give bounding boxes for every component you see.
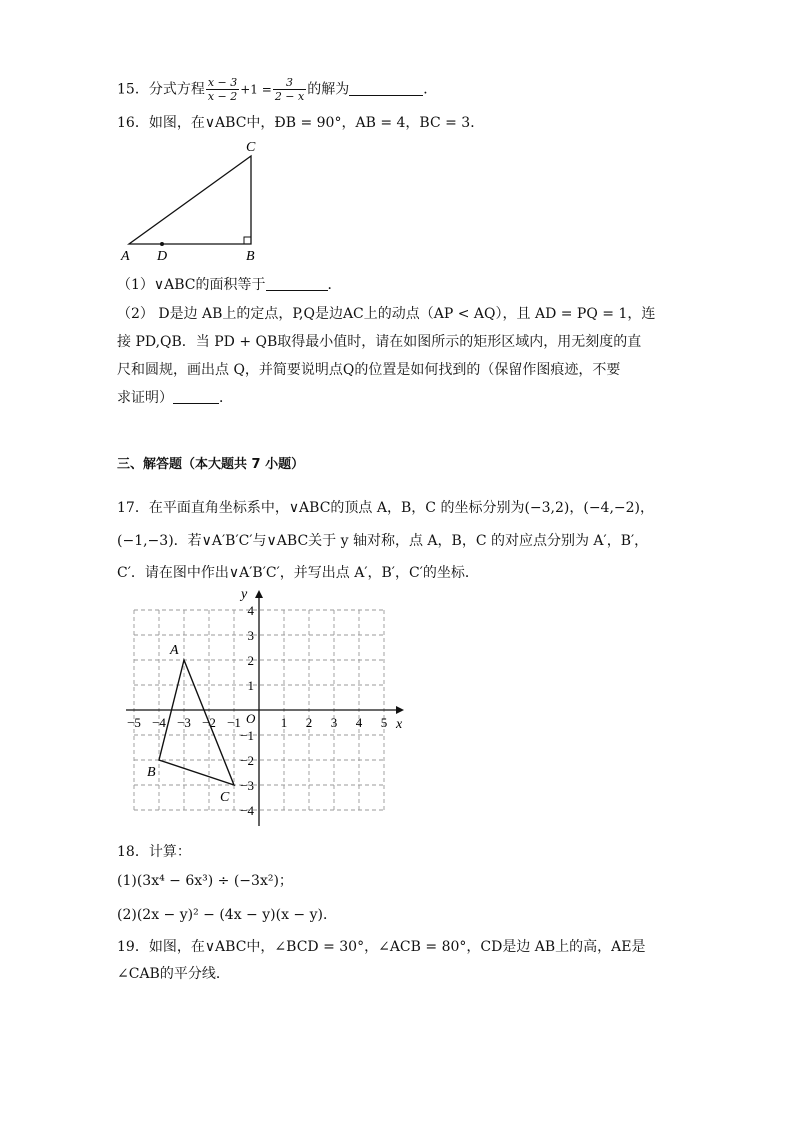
q19-line1: 19．如图，在∨ABC中，∠BCD = 30°，∠ACB = 80°，CD是边 AB上的高，AE是 [117, 939, 646, 955]
q16-sub2-line2: 接 PD,QB．当 PD + QB取得最小值时，请在如图所示的矩形区域内，用无刻度的直 [117, 334, 642, 350]
q17-y-tick-label: 4 [247, 603, 254, 618]
q15-fraction-right [273, 76, 306, 103]
q16-sub1 [117, 275, 342, 295]
q17-vertex-label-b: B [147, 765, 156, 780]
q17-triangle-outline [159, 660, 234, 785]
q15-line [117, 76, 437, 103]
q16-label-c: C [246, 140, 256, 155]
q19-line2: ∠CAB的平分线． [117, 966, 230, 982]
section-3-heading: 三、解答题（本大题共 7 小题） [117, 457, 305, 472]
q16-sub2-line4-text: 求证明） [117, 390, 173, 406]
q17-x-tick-label: 1 [280, 715, 288, 730]
q15-number: 15． [117, 81, 149, 98]
q17-line1: 17．在平面直角坐标系中，∨ABC的顶点 A，B，C 的坐标分别为(−3,2)，(−4,−2)， [117, 500, 655, 516]
q16-sub2-end: ． [219, 390, 233, 406]
q17-origin-label: O [246, 711, 256, 726]
q17-x-tick-label: −3 [177, 715, 191, 730]
q16-point-d [160, 242, 164, 246]
q17-x-axis-arrow [396, 706, 404, 714]
q15-fraction-right-denominator: 2 − x [274, 90, 305, 103]
q16-sub1-answer-blank[interactable] [266, 276, 328, 291]
q16-sub2-line3: 尺和圆规，画出点 Q，并简要说明点Q的位置是如何找到的（保留作图痕迹，不要 [117, 362, 621, 378]
q17-y-tick-label: −2 [240, 753, 254, 768]
q17-y-axis-arrow [255, 590, 263, 598]
q15-end: ． [423, 81, 438, 98]
q17-x-tick-label: −2 [202, 715, 216, 730]
q15-answer-blank[interactable] [349, 81, 423, 96]
q16-statement: 16．如图，在∨ABC中，ÐB = 90°，AB = 4，BC = 3． [117, 115, 485, 131]
q16-sub2-answer-blank[interactable] [173, 389, 219, 404]
q17-vertex-label-a: A [170, 643, 179, 658]
q15-fraction-left [206, 76, 239, 103]
q16-triangle-figure [117, 136, 277, 266]
q16-sub2-line1: （2） D是边 AB上的定点，P,Q是边AC上的动点（AP < AQ），且 AD = PQ = 1，连 [117, 306, 656, 322]
q16-label-d: D [157, 249, 168, 264]
q15-fraction-left-numerator: x − 3 [207, 76, 238, 89]
q17-x-tick-label: 3 [330, 715, 338, 730]
q17-y-tick-label: −4 [240, 803, 254, 818]
q15-fraction-right-numerator: 3 [273, 76, 306, 90]
q15-plus-one: +1 = [240, 82, 272, 97]
q16-label-a: A [121, 249, 130, 264]
q15-fraction-left-denominator: x − 2 [207, 90, 238, 103]
q18-title: 18．计算： [117, 844, 191, 860]
q17-y-tick-label: 1 [247, 678, 254, 693]
q16-triangle-abc [129, 156, 251, 244]
q17-y-tick-label: −1 [240, 728, 254, 743]
q17-y-tick-label: −3 [240, 778, 254, 793]
q17-x-tick-label: 4 [355, 715, 363, 730]
q17-x-tick-label: −4 [152, 715, 166, 730]
q15-suffix: 的解为 [307, 81, 350, 98]
q17-x-tick-label: 5 [380, 715, 388, 730]
q17-coordinate-grid [112, 586, 412, 836]
q16-sub1-end: ． [327, 277, 342, 293]
q17-line2: (−1,−3)．若∨A′B′C′与∨ABC关于 y 轴对称，点 A，B，C 的对应点分别为 A′，B′， [117, 533, 649, 549]
q17-line3: C′．请在图中作出∨A′B′C′，并写出点 A′，B′，C′的坐标． [117, 565, 479, 581]
q17-vertex-label-c: C [220, 790, 230, 805]
q17-y-tick-label: 3 [247, 628, 254, 643]
q18-item2: (2)(2x − y)² − (4x − y)(x − y)． [117, 907, 337, 923]
q17-x-tick-label: 2 [305, 715, 313, 730]
q16-right-angle-mark [244, 237, 251, 244]
q15-prefix: 分式方程 [148, 81, 205, 98]
q17-y-axis-label: y [241, 587, 248, 602]
q17-x-tick-label: −1 [227, 715, 241, 730]
q16-sub1-text: （1）∨ABC的面积等于 [117, 277, 266, 293]
q16-label-b: B [246, 249, 255, 264]
q18-item1: (1)(3x⁴ − 6x³) ÷ (−3x²)； [117, 873, 293, 889]
q17-axes [126, 590, 404, 826]
q17-y-tick-label: 2 [247, 653, 254, 668]
q17-x-axis-label: x [396, 717, 403, 732]
q17-x-tick-label: −5 [127, 715, 141, 730]
q16-sub2-line4 [117, 388, 233, 408]
